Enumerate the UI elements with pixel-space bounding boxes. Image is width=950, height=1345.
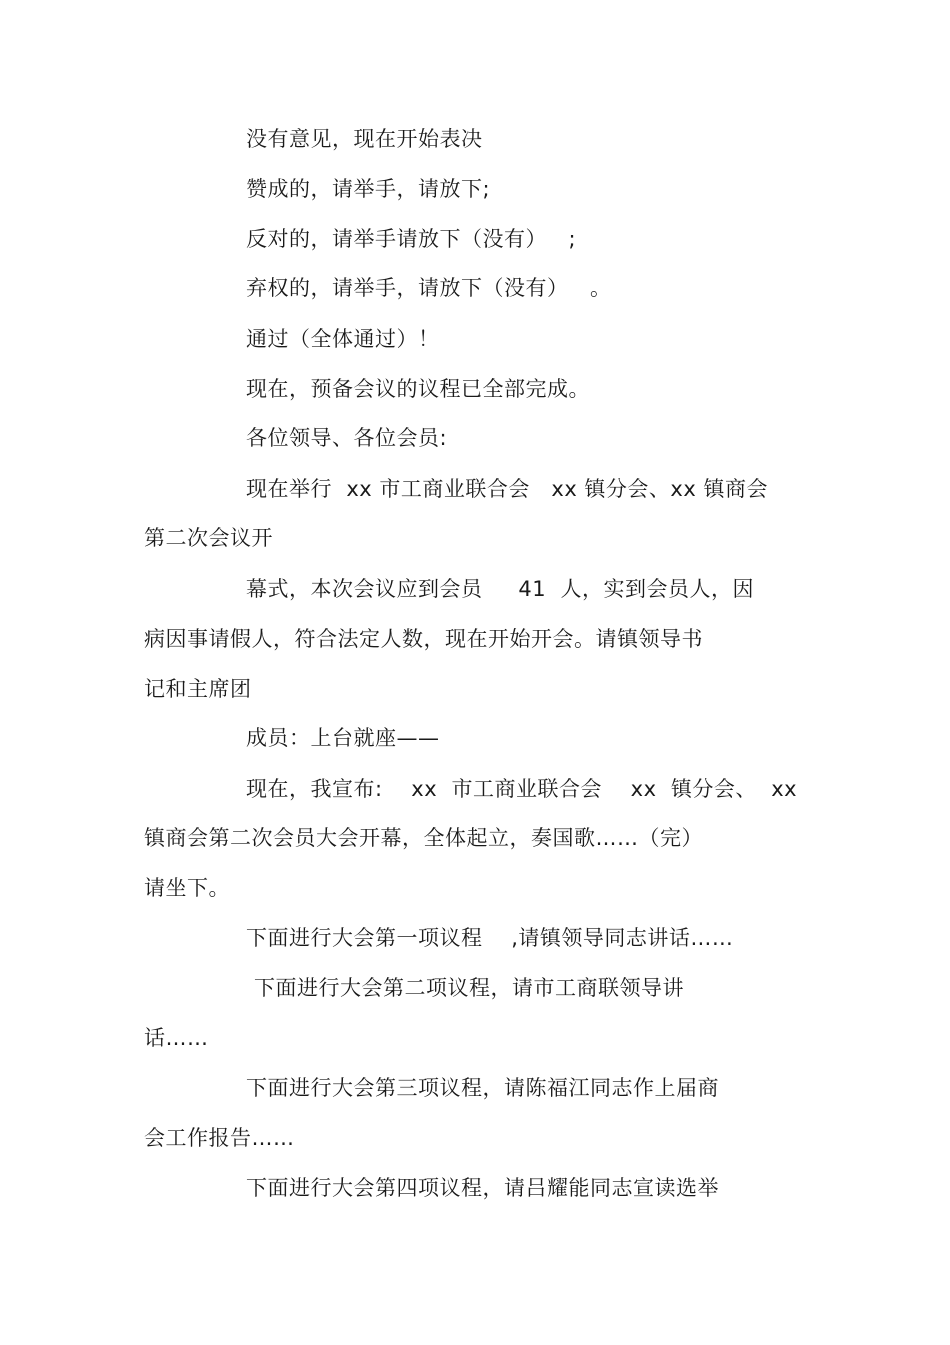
text-line: 话…… [144,1026,209,1050]
text-line: 会工作报告…… [144,1126,295,1150]
text-line: 下面进行大会第一项议程 ,请镇领导同志讲话…… [246,926,734,950]
text-line: 下面进行大会第二项议程，请市工商联领导讲 [254,976,684,1000]
text-line: 没有意见，现在开始表决 [246,127,483,151]
text-line: 现在，预备会议的议程已全部完成。 [246,377,590,401]
text-line: 反对的，请举手请放下（没有） ; [246,227,577,251]
text-line: 第二次会议开 [144,526,273,550]
text-line: 现在，我宣布: xx 市工商业联合会 xx 镇分会、 xx [246,777,798,801]
text-line: 成员：上台就座—— [246,726,440,750]
text-line: 病因事请假人，符合法定人数，现在开始开会。请镇领导书 [144,627,703,651]
text-line: 请坐下。 [144,876,230,900]
text-line: 幕式，本次会议应到会员 41 人，实到会员人，因 [246,577,754,601]
text-line: 下面进行大会第四项议程，请吕耀能同志宣读选举 [246,1176,719,1200]
text-line: 镇商会第二次会员大会开幕，全体起立，奏国歌……（完） [144,826,703,850]
text-line: 下面进行大会第三项议程，请陈福江同志作上届商 [246,1076,719,1100]
text-line: 记和主席团 [144,677,252,701]
text-line: 通过（全体通过）！ [246,327,440,351]
text-line: 赞成的，请举手，请放下; [246,177,491,201]
text-line: 各位领导、各位会员: [246,426,448,450]
text-line: 现在举行 xx 市工商业联合会 xx 镇分会、xx 镇商会 [246,477,768,501]
text-line: 弃权的，请举手，请放下（没有） 。 [246,276,612,300]
